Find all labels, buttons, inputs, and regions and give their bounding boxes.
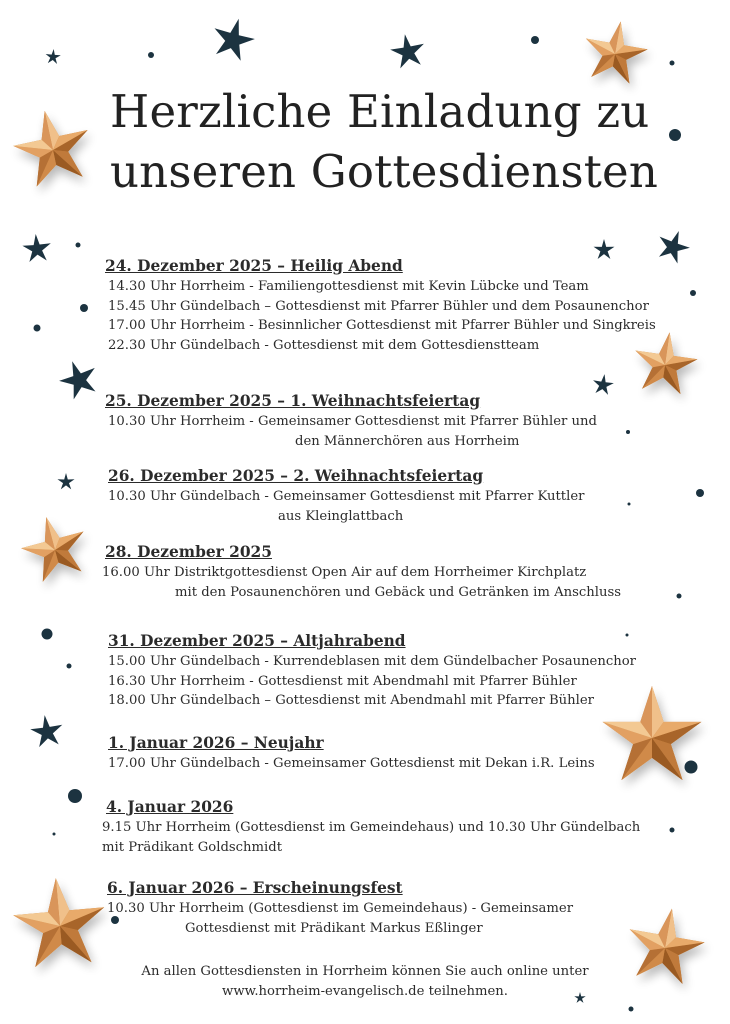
event-line: Gottesdienst mit Prädikant Markus Eßlinger: [185, 920, 483, 936]
gold-star-icon: [579, 16, 651, 86]
event-line: 14.30 Uhr Horrheim - Familiengottesdienst mit Kevin Lübcke und Team: [108, 279, 589, 294]
event-line: 9.15 Uhr Horrheim (Gottesdienst im Gemeindehaus) und 10.30 Uhr Gündelbach: [102, 820, 641, 835]
event-block: [102, 797, 640, 857]
event-line: 10.30 Uhr Gündelbach - Gemeinsamer Gottesdienst mit Pfarrer Kuttler: [108, 489, 585, 504]
event-block: [107, 878, 573, 938]
event-line: 22.30 Uhr Gündelbach - Gottesdienst mit dem Gottesdienstteam: [108, 337, 540, 353]
event-block: [105, 256, 656, 355]
footer-line-1: An allen Gottesdiensten in Horrheim können Sie auch online unter: [141, 964, 589, 979]
gold-star-icon: [15, 509, 93, 585]
page-title: [110, 82, 710, 202]
event-line: 16.30 Uhr Horrheim - Gottesdienst mit Abendmahl mit Pfarrer Bühler: [108, 673, 577, 689]
event-line: 10.30 Uhr Horrheim (Gottesdienst im Gemeindehaus) - Gemeinsamer: [107, 901, 574, 916]
navy-star-icon: [57, 473, 74, 489]
event-line: den Männerchören aus Horrheim: [295, 433, 520, 449]
event-block: [108, 631, 636, 711]
title-line-2: unseren Gottesdiensten: [110, 145, 659, 198]
event-heading: 24. Dezember 2025 – Heilig Abend: [105, 257, 403, 275]
footer-note: [0, 962, 730, 1001]
navy-star-icon: [208, 13, 259, 62]
event-block: [108, 733, 595, 774]
event-heading: 31. Dezember 2025 – Altjahrabend: [108, 632, 406, 650]
navy-star-icon: [653, 226, 694, 266]
navy-star-icon: [45, 48, 61, 64]
event-heading: 25. Dezember 2025 – 1. Weihnachtsfeiertag: [105, 392, 481, 410]
navy-star-icon: [21, 233, 52, 263]
event-line: 16.00 Uhr Distriktgottesdienst Open Air auf dem Horrheimer Kirchplatz: [102, 565, 587, 580]
event-heading: 4. Januar 2026: [106, 798, 234, 816]
event-block: [105, 391, 597, 451]
event-line: 15.00 Uhr Gündelbach - Kurrendeblasen mit dem Gündelbacher Posaunenchor: [108, 654, 636, 669]
event-line: 10.30 Uhr Horrheim - Gemeinsamer Gottesdienst mit Pfarrer Bühler und: [108, 414, 597, 429]
event-line: aus Kleinglattbach: [278, 508, 404, 524]
event-heading: 28. Dezember 2025: [105, 543, 272, 561]
title-line-1: Herzliche Einladung zu: [110, 85, 650, 138]
event-heading: 26. Dezember 2025 – 2. Weihnachtsfeiertag: [108, 467, 484, 485]
footer-website-link[interactable]: www.horrheim-evangelisch.de teilnehmen.: [222, 983, 508, 999]
navy-star-icon: [54, 355, 102, 402]
navy-star-icon: [388, 31, 427, 69]
navy-star-icon: [29, 713, 65, 748]
event-heading: 1. Januar 2026 – Neujahr: [108, 734, 324, 752]
event-block: [108, 466, 584, 526]
gold-star-icon: [7, 103, 96, 190]
event-line: 17.00 Uhr Gündelbach - Gemeinsamer Gottesdienst mit Dekan i.R. Leins: [108, 756, 595, 771]
event-line: 18.00 Uhr Gündelbach – Gottesdienst mit Abendmahl mit Pfarrer Bühler: [108, 693, 594, 709]
event-line: mit Prädikant Goldschmidt: [102, 839, 282, 855]
gold-star-icon: [10, 874, 109, 968]
event-block: [102, 542, 621, 602]
event-heading: 6. Januar 2026 – Erscheinungsfest: [107, 879, 403, 897]
event-line: mit den Posaunenchören und Gebäck und Getränken im Anschluss: [175, 584, 622, 600]
event-line: 17.00 Uhr Horrheim - Besinnlicher Gottesdienst mit Pfarrer Bühler und Singkreis: [108, 318, 656, 334]
event-line: 15.45 Uhr Gündelbach – Gottesdienst mit Pfarrer Bühler und dem Posaunenchor: [108, 298, 649, 314]
